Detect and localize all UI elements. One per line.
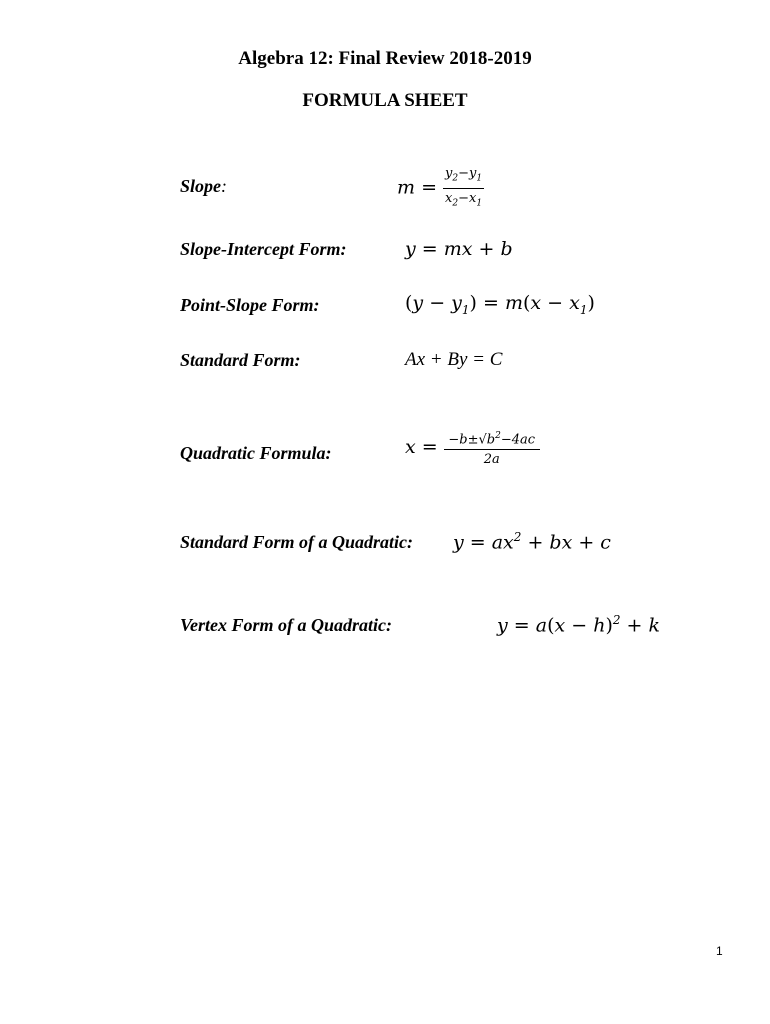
document-subtitle: FORMULA SHEET	[302, 90, 468, 111]
vertex-form-label: Vertex Form of a Quadratic:	[180, 615, 393, 635]
page-number: 1	[716, 944, 723, 958]
quadratic-fraction: $\frac{-b\pm√b^2-4ac}{2a}$	[444, 428, 540, 468]
slope-intercept-label: Slope-Intercept Form:	[180, 239, 347, 259]
slope-label-text: Slope	[180, 176, 222, 196]
slope-label-colon: :	[221, 176, 228, 196]
point-slope-label: Point-Slope Form:	[180, 295, 320, 315]
slope-fraction: $\frac{y_2-y_1}{x_2-x_1}$	[445, 166, 483, 209]
slope-label	[180, 176, 227, 197]
slope-intercept-formula: y = mx + b	[405, 238, 513, 260]
vertex-form-formula: $y = a(x - h)^2 + k$	[497, 613, 661, 637]
standard-form-formula: Ax + By = C	[405, 349, 503, 370]
quadratic-formula-label: Quadratic Formula:	[180, 443, 332, 463]
standard-quadratic-formula: $y = ax^2$ + bx + c	[453, 530, 611, 554]
quadratic-formula: x = $\frac{-b\pm√b^2-4ac}{2a}$	[405, 428, 540, 468]
slope-formula: m = $\frac{y_2-y_1}{x_2-x_1}$	[397, 166, 484, 211]
standard-quadratic-label: Standard Form of a Quadratic:	[180, 532, 414, 552]
standard-form-label: Standard Form:	[180, 350, 301, 370]
document-title: Algebra 12: Final Review 2018-2019	[238, 48, 532, 69]
point-slope-formula: $(y - y_1) = m(x - x_1)$	[405, 292, 595, 317]
